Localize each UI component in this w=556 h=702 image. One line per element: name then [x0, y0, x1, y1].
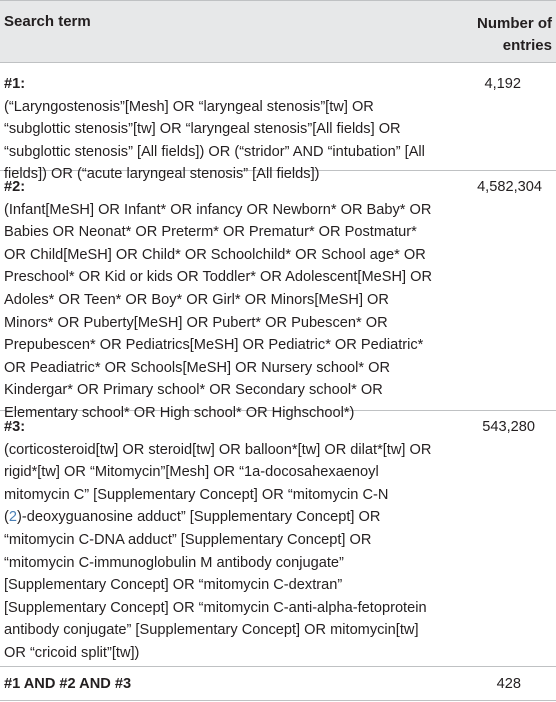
term-line: rigid*[tw] OR “Mitomycin”[Mesh] OR “1a-docosahexaenoyl	[4, 464, 379, 481]
term-line: (2)-deoxyguanosine adduct” [Supplementary Concept] OR	[4, 509, 381, 526]
term-line: OR “cricoid split”[tw])	[4, 644, 140, 661]
term-line: (“Laryngostenosis”[Mesh] OR “laryngeal stenosis”[tw] OR	[4, 98, 374, 115]
term-line: Babies OR Neonat* OR Preterm* OR Prematur* OR Postmatur*	[4, 224, 417, 241]
term-line: fields]) OR (“acute laryngeal stenosis” [All fields])	[4, 166, 320, 183]
entries-count-cell: 4,192	[484, 76, 521, 92]
term-line: OR Peadiatric* OR Schools[MeSH] OR Nursery school* OR	[4, 359, 391, 376]
row-label: #3:	[4, 419, 26, 435]
term-line: mitomycin C” [Supplementary Concept] OR “mitomycin C-N	[4, 486, 389, 503]
term-line: [Supplementary Concept] OR “mitomycin C-dextran”	[4, 577, 343, 594]
search-term-cell: #1 AND #2 AND #3	[4, 676, 132, 692]
row-label: #2:	[4, 179, 26, 195]
term-line: Adoles* OR Teen* OR Boy* OR Girl* OR Minors[MeSH] OR	[4, 291, 389, 308]
header-search-term: Search term	[4, 13, 91, 30]
search-term-cell	[4, 73, 434, 186]
term-line: Prepubescen* OR Pediatrics[MeSH] OR Pediatric* OR Pediatric*	[4, 337, 424, 354]
entries-count-cell: 543,280	[482, 419, 535, 435]
term-line: (Infant[MeSH] OR Infant* OR infancy OR Newborn* OR Baby* OR	[4, 201, 432, 218]
term-line: Kindergar* OR Primary school* OR Secondary school* OR	[4, 382, 383, 399]
entries-count-cell: 428	[496, 676, 521, 692]
term-line: antibody conjugate” [Supplementary Concept] OR mitomycin[tw]	[4, 622, 419, 639]
term-line: OR Child[MeSH] OR Child* OR Schoolchild* OR School age* OR	[4, 246, 426, 263]
term-line: (corticosteroid[tw] OR steroid[tw] OR balloon*[tw] OR dilat*[tw] OR	[4, 441, 432, 458]
table-row	[0, 171, 556, 421]
term-line: “subglottic stenosis” [All fields]) OR (“stridor” AND “intubation” [All	[4, 143, 425, 160]
term-line: Minors* OR Puberty[MeSH] OR Pubert* OR Pubescen* OR	[4, 314, 388, 331]
entries-count-cell: 4,582,304	[477, 179, 542, 195]
term-line: “mitomycin C-DNA adduct” [Supplementary Concept] OR	[4, 531, 372, 548]
term-line: [Supplementary Concept] OR “mitomycin C-anti-alpha-fetoprotein	[4, 599, 427, 616]
table-row	[0, 63, 556, 183]
header-number-of-entries	[432, 13, 552, 57]
table-row	[0, 411, 556, 667]
term-line: Elementary school* OR High school* OR Highschool*)	[4, 404, 355, 421]
term-line: “mitomycin C-immunoglobulin M antibody conjugate”	[4, 554, 344, 571]
reference-link[interactable]: 2	[8, 509, 17, 526]
row-label: #1:	[4, 76, 26, 92]
search-term-cell	[4, 176, 434, 425]
table-row	[0, 667, 556, 701]
search-term-cell	[4, 416, 434, 665]
table-header	[0, 0, 556, 63]
term-line: “subglottic stenosis”[tw] OR “laryngeal stenosis”[All fields] OR	[4, 121, 401, 138]
term-line: Preschool* OR Kid or kids OR Toddler* OR Adolescent[MeSH] OR	[4, 269, 432, 286]
header-number-of-entries-line2: entries	[502, 37, 552, 54]
header-number-of-entries-line1: Number of	[477, 15, 552, 32]
